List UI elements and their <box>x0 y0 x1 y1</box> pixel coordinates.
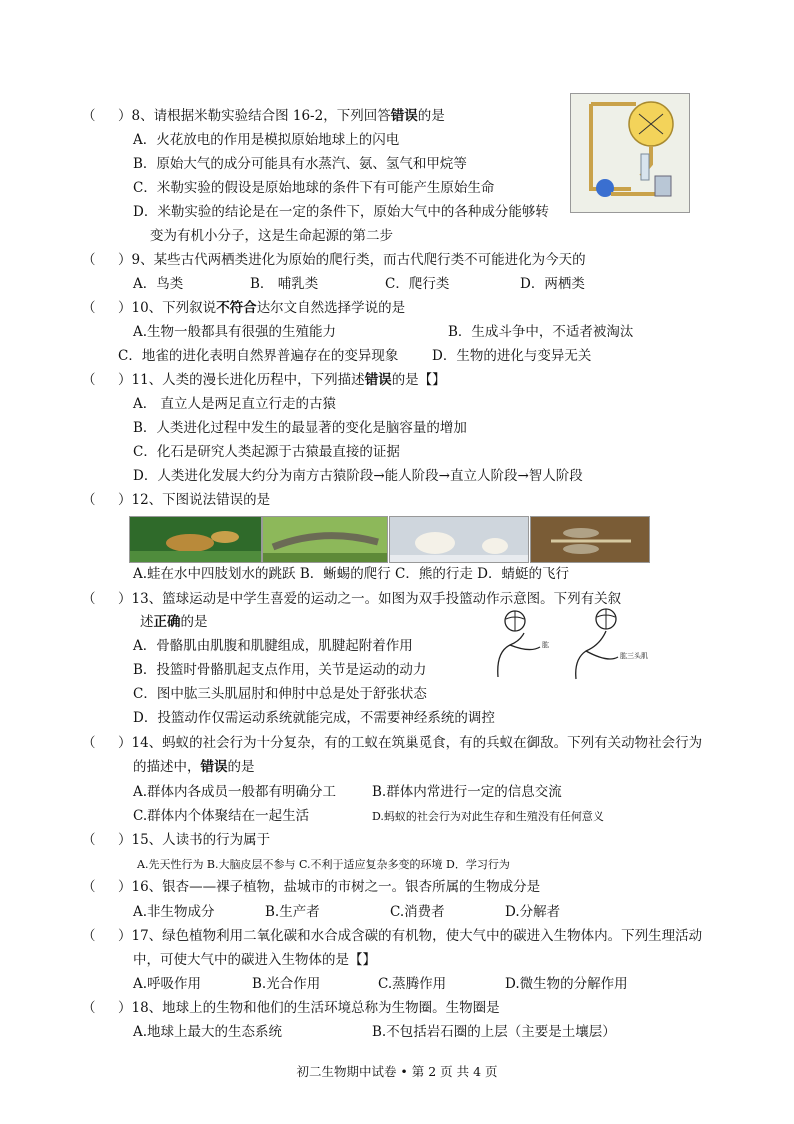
q11-option-b: B．人类进化过程中发生的最显著的变化是脑容量的增加 <box>133 420 467 436</box>
q12-options: A.蛙在水中四肢划水的跳跃 B．蜥蜴的爬行 C．熊的行走 D．蜻蜓的飞行 <box>133 566 569 582</box>
question-17-stem: ）17、绿色植物利用二氧化碳和水合成含碳的有机物，使大气中的碳进入生物体内。下列生理活动 <box>118 928 703 944</box>
q16-option-c: C.消费者 <box>390 904 445 920</box>
question-15-stem: ）15、人读书的行为属于 <box>118 832 271 848</box>
q14-option-c: C.群体内个体聚结在一起生活 <box>133 808 310 824</box>
question-8-stem: ）8、请根据米勒实验结合图 16-2，下列回答错误的是 <box>118 108 445 124</box>
answer-paren: （ <box>82 108 96 124</box>
q8-option-d: D．米勒实验的结论是在一定的条件下，原始大气中的各种成分能够转 <box>133 204 549 220</box>
answer-paren: （ <box>82 735 96 751</box>
q8-option-b: B．原始大气的成分可能具有水蒸汽、氨、氢气和甲烷等 <box>133 156 467 172</box>
q18-option-a: A.地球上最大的生态系统 <box>133 1024 283 1040</box>
answer-paren: （ <box>82 1000 96 1016</box>
question-10-stem: ）10、下列叙说不符合达尔文自然选择学说的是 <box>118 300 406 316</box>
question-13-stem-cont: 述正确的是 <box>140 614 208 630</box>
q16-option-a: A.非生物成分 <box>133 904 215 920</box>
q11-option-a: A． 直立人是两足直立行走的古猿 <box>133 396 337 412</box>
answer-paren: （ <box>82 300 96 316</box>
q14-option-a: A.群体内各成员一般都有明确分工 <box>133 784 337 800</box>
question-17-stem-cont: 中，可使大气中的碳进入生物体的是【】 <box>133 952 376 968</box>
q17-option-c: C.蒸腾作用 <box>378 976 447 992</box>
polar-bear-photo <box>389 516 529 563</box>
q11-option-c: C．化石是研究人类起源于古猿最直接的证据 <box>133 444 400 460</box>
lizard-photo <box>262 516 388 563</box>
q17-option-d: D.微生物的分解作用 <box>505 976 628 992</box>
q14-option-d: D.蚂蚁的社会行为对此生存和生殖没有任何意义 <box>372 810 604 823</box>
q8-option-d-cont: 变为有机小分子，这是生命起源的第二步 <box>150 228 393 244</box>
q9-option-c: C．爬行类 <box>385 276 450 292</box>
q10-option-c: C．地雀的进化表明自然界普遍存在的变异现象 <box>118 348 399 364</box>
basketball-shooting-figure <box>490 607 650 687</box>
q10-option-d: D．生物的进化与变异无关 <box>432 348 592 364</box>
answer-paren: （ <box>82 492 96 508</box>
question-11-stem: ）11、人类的漫长进化历程中，下列描述错误的是【】 <box>118 372 446 388</box>
answer-paren: （ <box>82 879 96 895</box>
q9-option-b: B． 哺乳类 <box>250 276 319 292</box>
q18-option-b: B.不包括岩石圈的上层（主要是土壤层） <box>372 1024 616 1040</box>
q13-option-d: D．投篮动作仅需运动系统就能完成，不需要神经系统的调控 <box>133 710 495 726</box>
question-18-stem: ）18、地球上的生物和他们的生活环境总称为生物圈。生物圈是 <box>118 1000 500 1016</box>
answer-paren: （ <box>82 252 96 268</box>
q14-option-b: B.群体内常进行一定的信息交流 <box>372 784 562 800</box>
question-16-stem: ）16、银杏——裸子植物，盐城市的市树之一。银杏所属的生物成分是 <box>118 879 541 895</box>
q9-option-d: D．两栖类 <box>520 276 585 292</box>
question-12-stem: ）12、下图说法错误的是 <box>118 492 271 508</box>
q9-option-a: A．鸟类 <box>133 276 184 292</box>
q16-option-d: D.分解者 <box>505 904 561 920</box>
answer-paren: （ <box>82 928 96 944</box>
figure-label-2: 肱三头肌 <box>620 652 648 660</box>
q17-option-a: A.呼吸作用 <box>133 976 202 992</box>
question-13-stem: ）13、篮球运动是中学生喜爱的运动之一。如图为双手投篮动作示意图。下列有关叙 <box>118 591 622 607</box>
q16-option-b: B.生产者 <box>265 904 320 920</box>
q13-option-a: A．骨骼肌由肌腹和肌腱组成，肌腱起附着作用 <box>133 638 413 654</box>
q13-option-b: B．投篮时骨骼肌起支点作用，关节是运动的动力 <box>133 662 427 678</box>
answer-paren: （ <box>82 832 96 848</box>
q17-option-b: B.光合作用 <box>252 976 321 992</box>
question-9-stem: ）9、某些古代两栖类进化为原始的爬行类，而古代爬行类不可能进化为今天的 <box>118 252 586 268</box>
question-14-stem: ）14、蚂蚁的社会行为十分复杂，有的工蚁在筑巢觅食，有的兵蚁在御敌。下列有关动物社会行为 <box>118 735 703 751</box>
miller-experiment-figure <box>570 93 690 213</box>
answer-paren: （ <box>82 372 96 388</box>
q13-option-c: C．图中肱三头肌屈肘和伸肘中总是处于舒张状态 <box>133 686 427 702</box>
q11-option-d: D．人类进化发展大约分为南方古猿阶段→能人阶段→直立人阶段→智人阶段 <box>133 468 583 484</box>
q10-option-a: A.生物一般都具有很强的生殖能力 <box>133 324 337 340</box>
q8-option-c: C．米勒实验的假设是原始地球的条件下有可能产生原始生命 <box>133 180 495 196</box>
q15-options: A.先天性行为 B.大脑皮层不参与 C.不利于适应复杂多变的环境 D．学习行为 <box>137 858 510 871</box>
dragonfly-photo <box>530 516 650 563</box>
q10-option-b: B．生成斗争中，不适者被淘汰 <box>448 324 634 340</box>
question-14-stem-cont: 的描述中，错误的是 <box>133 759 255 775</box>
q8-option-a: A．火花放电的作用是模拟原始地球上的闪电 <box>133 132 400 148</box>
answer-paren: （ <box>82 591 96 607</box>
frog-photo <box>129 516 262 563</box>
figure-label-1: 肱 <box>542 641 549 649</box>
page-footer: 初二生物期中试卷 • 第 2 页 共 4 页 <box>296 1064 498 1079</box>
